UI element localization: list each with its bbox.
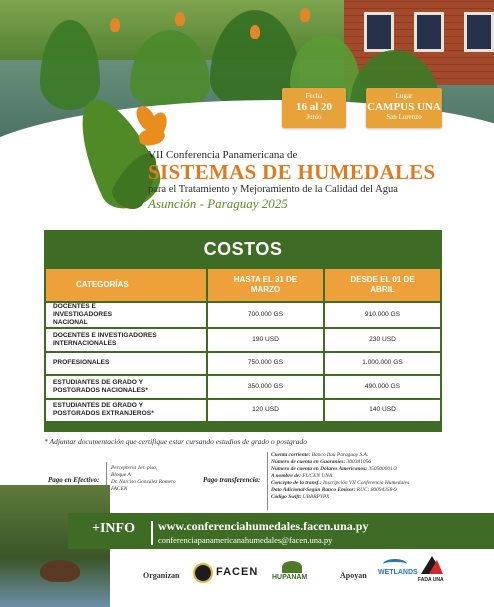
header-until: HASTA EL 31 DE MARZO [208, 269, 323, 301]
transfer-line: Número de cuenta en Dólares Americanos: 350500001/3 [271, 466, 397, 472]
date-label: Fecha [305, 92, 323, 100]
fada-logo: FADA UNA [418, 577, 444, 583]
row-from: 910.000 GS [325, 303, 440, 327]
capybara-photo [40, 560, 80, 582]
cash-payment-details [111, 465, 176, 493]
row-until: 750.000 GS [208, 353, 323, 375]
row-category: DOCENTES E INVESTIGADORES INTERNACIONALES [46, 329, 206, 351]
transfer-line: Número de cuenta en Guaraníes: 300381056 [271, 459, 371, 465]
transfer-line: Código Swift: UBBRPYPX [271, 494, 330, 500]
fada-icon [421, 556, 443, 574]
place-sub: San Lorenzo [386, 113, 422, 121]
costs-title: COSTOS [203, 239, 283, 259]
info-label: +INFO [92, 521, 135, 536]
transfer-payment-label: Pago transferencia: [203, 476, 261, 484]
cash-line: Percepteria 1er. piso, [111, 465, 158, 471]
fada-shape-icon [421, 556, 443, 574]
costs-table [44, 267, 442, 423]
costs-panel [44, 230, 442, 432]
place-badge [366, 88, 442, 128]
event-subtitle: para el Tratamiento y Mejoramiento de la Calidad del Agua [148, 184, 398, 195]
photo-window [364, 12, 394, 52]
photo-flower [110, 18, 120, 32]
header-from: DESDE EL 01 DE ABRIL [325, 269, 440, 301]
photo-flower [300, 8, 310, 22]
row-until: 350.000 GS [208, 376, 323, 398]
transfer-line: Concepto de la transf.: Inscripción VII Conferencia Humedales [271, 480, 410, 486]
info-email-link[interactable]: conferenciapanamericanahumedales@facen.una.py [158, 535, 333, 545]
organizan-label: Organizan [143, 571, 180, 580]
transfer-line: A nombre de: FUCEN UNA [271, 473, 333, 479]
edition-line: VII Conferencia Panamericana de [148, 149, 298, 161]
info-website-link[interactable]: www.conferenciahumedales.facen.una.py [158, 519, 369, 533]
facen-logo: FACEN [216, 566, 259, 578]
photo-window [464, 12, 494, 52]
transfer-payment-details [271, 452, 409, 501]
cash-line: FACEN [111, 486, 128, 492]
cash-line: Bloque A [111, 472, 131, 478]
divider [267, 452, 268, 510]
costs-header-row [46, 269, 440, 301]
date-badge [282, 88, 346, 128]
hupanam-logo-icon [282, 561, 302, 573]
row-category: ESTUDIANTES DE GRADO Y POSTGRADOS NACIONALES* [46, 376, 206, 398]
table-row [46, 329, 440, 351]
hupanam-logo: HUPANAM [272, 574, 308, 581]
table-row [46, 353, 440, 375]
row-until: 700.000 GS [208, 303, 323, 327]
event-title: SISTEMAS DE HUMEDALES [148, 160, 436, 184]
table-row [46, 376, 440, 398]
photo-flower [250, 25, 260, 39]
row-category: DOCENTES E INVESTIGADORES NACIONAL [46, 303, 206, 327]
info-divider [151, 521, 153, 545]
date-value: 16 al 20 [295, 101, 333, 113]
costs-note: * Adjuntar documentación que certifique estar cursando estudios de grado o postgrado [44, 437, 307, 446]
place-value: CAMPUS UNA [367, 101, 441, 113]
row-category: ESTUDIANTES DE GRADO Y POSTGRADOS EXTRANJEROS* [46, 400, 206, 422]
cash-payment-label: Pago en Efectivo: [48, 476, 100, 484]
table-row [46, 303, 440, 327]
wetlands-logo: WETLANDS [378, 569, 418, 576]
facen-seal-icon [193, 563, 213, 583]
photo-flower [175, 12, 185, 26]
row-category: PROFESIONALES [46, 353, 206, 375]
event-location: Asunción - Paraguay 2025 [148, 196, 288, 211]
row-from: 1.000.000 GS [325, 353, 440, 375]
place-label: Lugar [395, 92, 413, 100]
transfer-line: Dato Adicional-Según Banco Emisor: RUC: 80094358-9 [271, 487, 397, 493]
row-until: 190 USD [208, 329, 323, 351]
cash-line: Dr. Narciso González Romero [111, 479, 176, 485]
wetlands-icon [383, 559, 407, 569]
photo-window [414, 12, 444, 52]
apoyan-label: Apoyan [340, 571, 367, 580]
row-from: 230 USD [325, 329, 440, 351]
table-row [46, 400, 440, 422]
date-month: Junio [306, 113, 322, 121]
row-until: 120 USD [208, 400, 323, 422]
row-from: 140 USD [325, 400, 440, 422]
header-categories: CATEGORÍAS [46, 269, 206, 301]
row-from: 490.000 GS [325, 376, 440, 398]
transfer-line: Cuenta corriente: Banco Itaú Paraguay S.A. [271, 452, 369, 458]
